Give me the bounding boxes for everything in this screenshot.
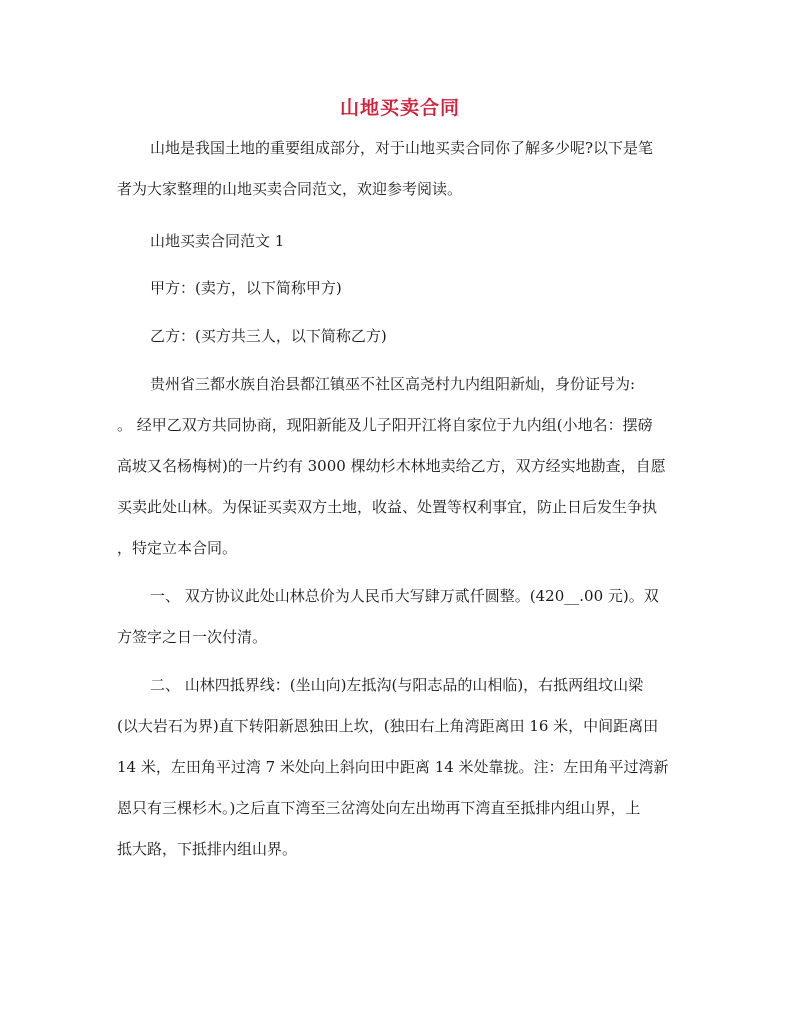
sample-heading: 山地买卖合同范文 1 xyxy=(150,232,285,250)
document-title: 山地买卖合同 xyxy=(339,97,460,119)
clause-2-line-5: 抵大路，下抵排内组山界。 xyxy=(117,840,298,858)
background-line-1: 贵州省三都水族自治县都江镇巫不社区高尧村九内组阳新灿，身份证号为: xyxy=(150,375,636,393)
background-line-2: 。 经甲乙双方共同协商，现阳新能及儿子阳开江将自家位于九内组(小地名：摆磅 xyxy=(117,416,653,434)
clause-2-line-1: 二、 山林四抵界线：(坐山向)左抵沟(与阳志品的山相临)，右抵两组坟山梁 xyxy=(150,676,644,694)
clause-2-line-2: (以大岩石为界)直下转阳新恩独田上坎，(独田右上角湾距离田 16 米，中间距离田 xyxy=(117,717,659,735)
party-b-line: 乙方：(买方共三人，以下简称乙方) xyxy=(150,327,387,345)
party-a-line: 甲方：(卖方，以下简称甲方) xyxy=(150,279,342,297)
clause-2-line-4: 恩只有三棵杉木。)之后直下湾至三岔湾处向左出坳再下湾直至抵排内组山界，上 xyxy=(117,799,641,817)
background-line-5: ，特定立本合同。 xyxy=(117,539,238,557)
clause-1-line-2: 方签字之日一次付清。 xyxy=(117,628,268,646)
background-line-4: 买卖此处山林。为保证买卖双方土地，收益、处置等权利事宜，防止日后发生争执 xyxy=(117,498,658,516)
intro-line-2: 者为大家整理的山地买卖合同范文，欢迎参考阅读。 xyxy=(117,180,463,198)
background-line-3: 高坡又名杨梅树)的一片约有 3000 棵幼杉木林地卖给乙方，双方经实地勘查，自愿 xyxy=(117,457,666,475)
clause-1-line-1: 一、 双方协议此处山林总价为人民币大写肆万贰仟圆整。(420__.00 元)。双 xyxy=(150,587,659,605)
clause-2-line-3: 14 米，左田角平过湾 7 米处向上斜向田中距离 14 米处靠拢。注：左田角平过湾新 xyxy=(117,758,669,776)
intro-line-1: 山地是我国土地的重要组成部分，对于山地买卖合同你了解多少呢?以下是笔 xyxy=(150,139,654,157)
